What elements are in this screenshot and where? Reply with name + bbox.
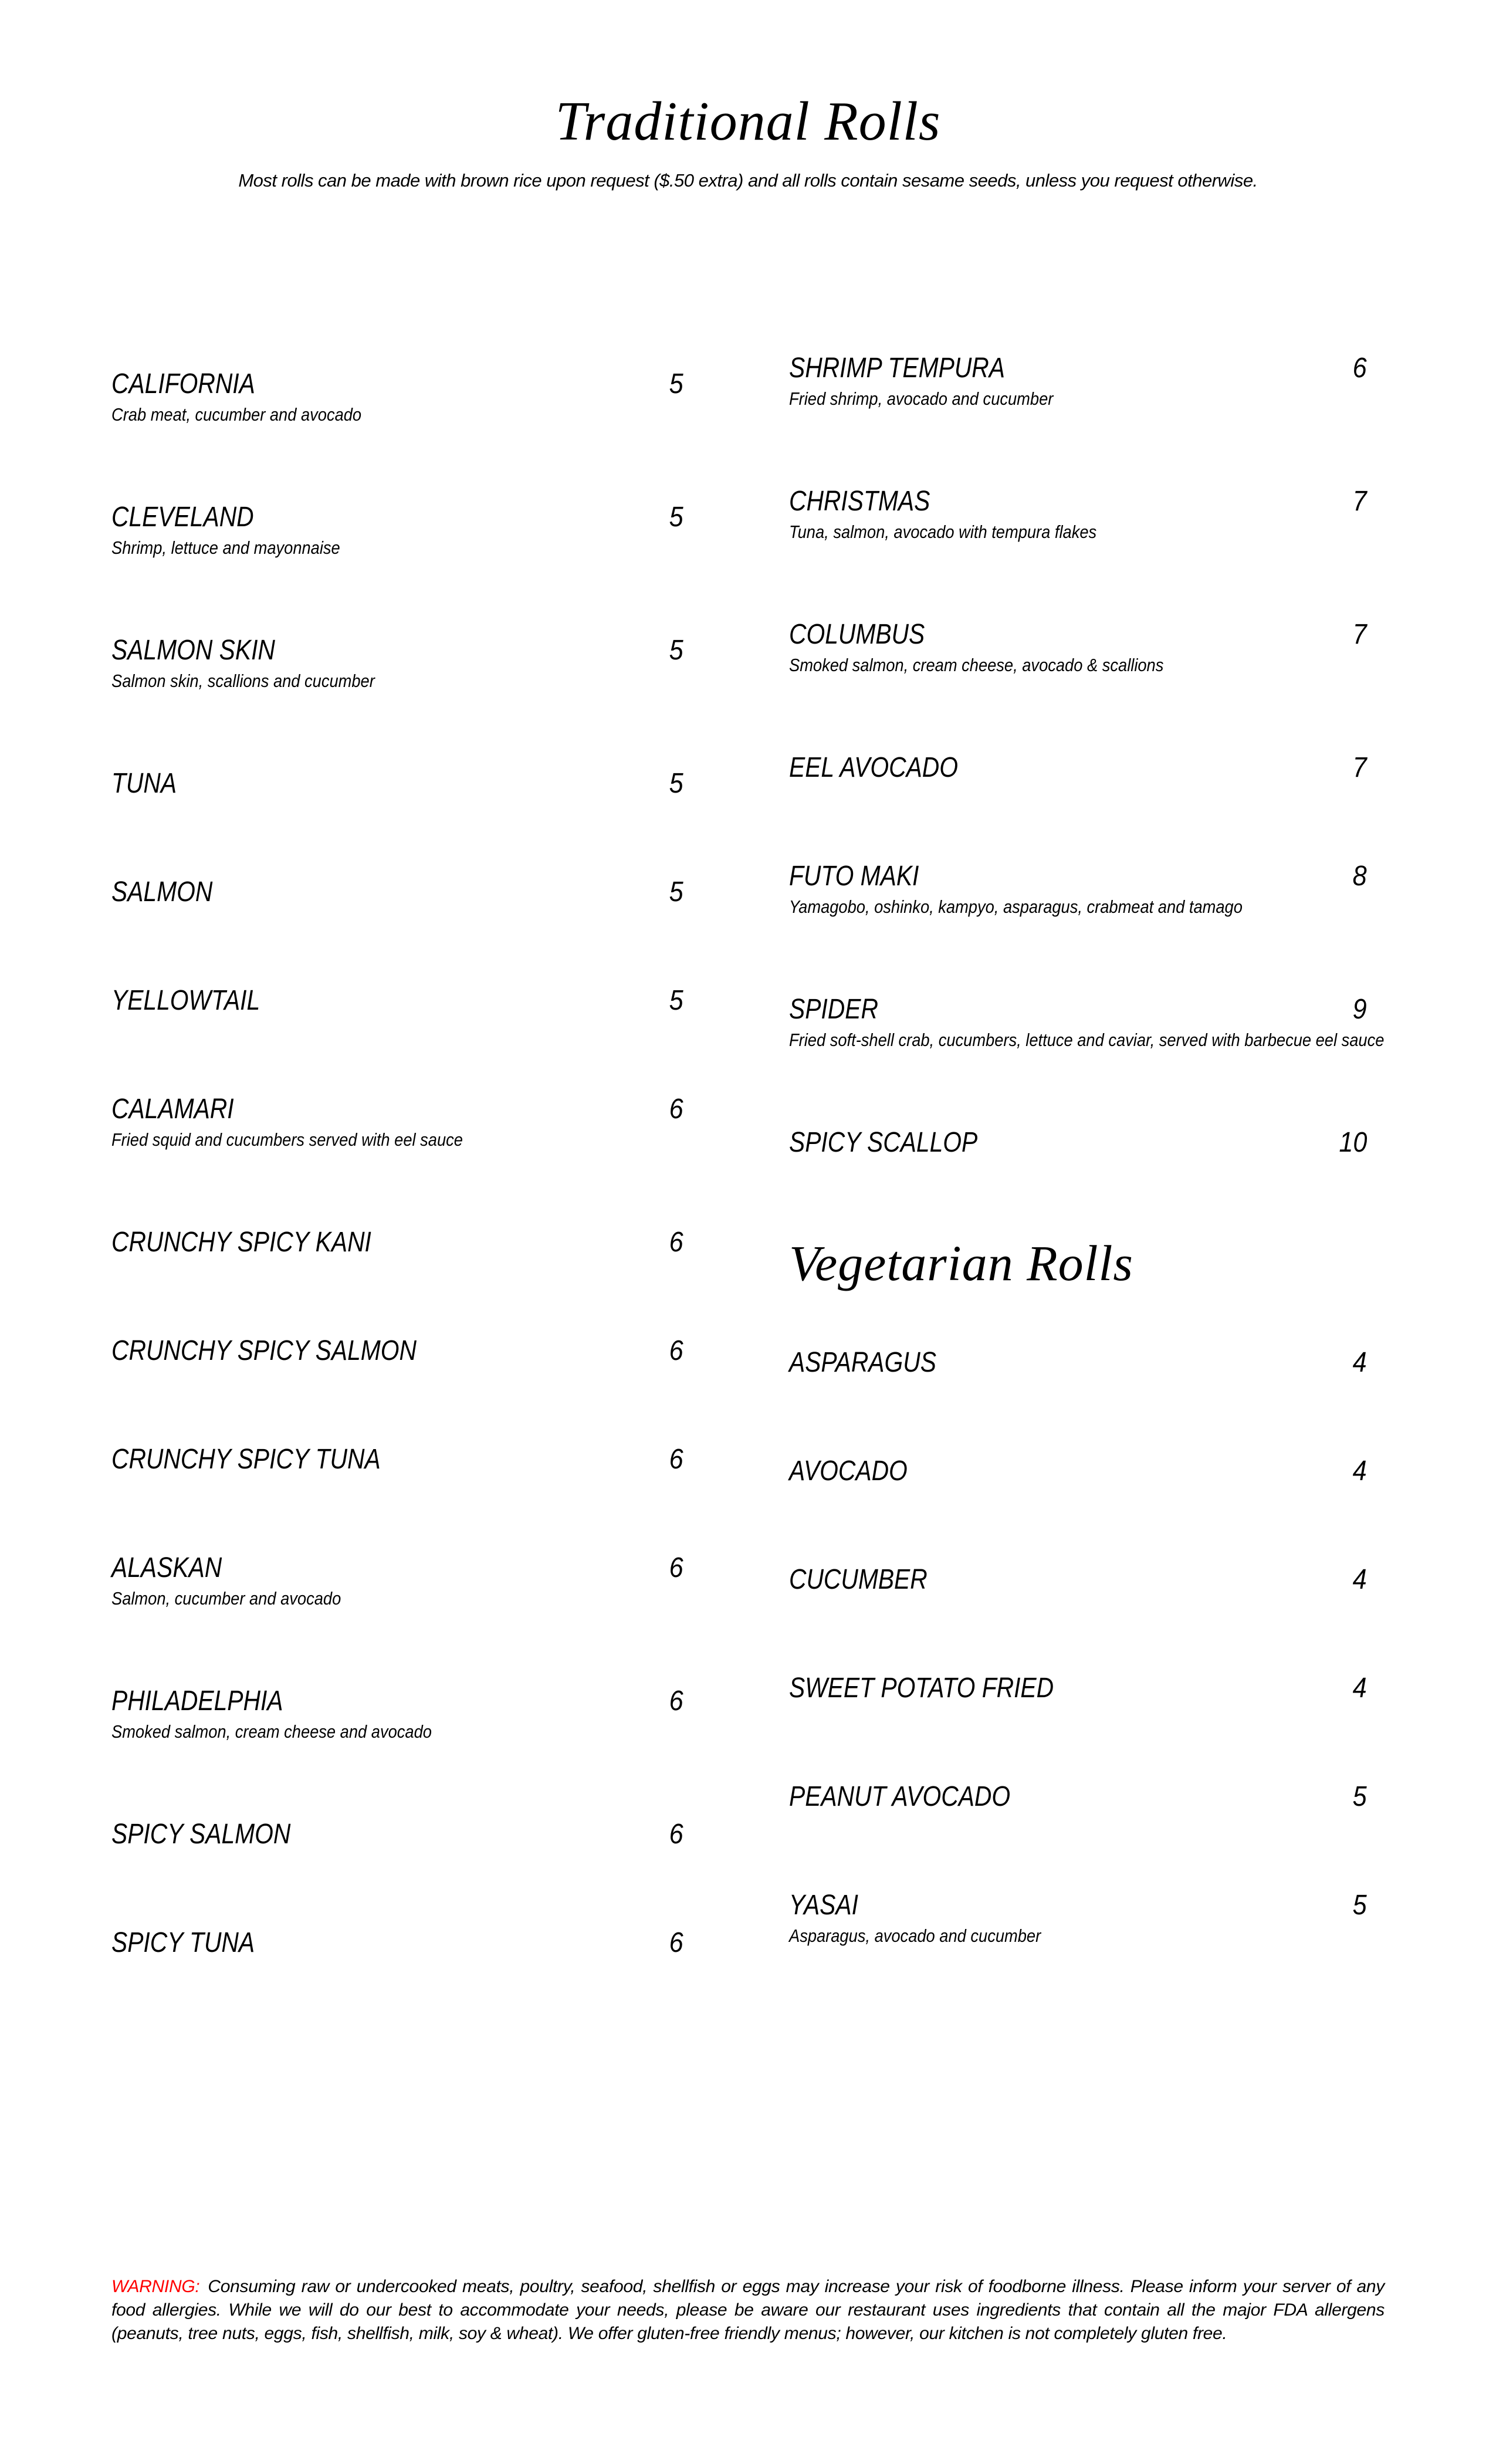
- menu-item: [789, 992, 1385, 1052]
- item-name: EEL AVOCADO: [789, 752, 958, 783]
- allergy-warning: [111, 2275, 1385, 2345]
- item-price: 8: [1352, 861, 1367, 892]
- warning-text: Consuming raw or undercooked meats, poultry, seafood, shellfish or eggs may increase your risk of foodborne illness. Please inform your server of any food allergies. While we will do our best to accommodate your needs, please be aware our restaurant uses ingredients that contain all the major FDA allergens (peanuts, tree nuts, eggs, fish, shellfish, milk, soy & wheat). We offer gluten-free friendly menus; however, our kitchen is not completely gluten free.: [111, 2277, 1385, 2343]
- menu-item: [789, 859, 1367, 919]
- item-price: 6: [669, 1552, 683, 1583]
- item-price: 6: [1352, 353, 1367, 384]
- item-price: 7: [1352, 752, 1367, 783]
- item-name: SWEET POTATO FRIED: [789, 1673, 1054, 1704]
- item-price: 9: [1352, 994, 1367, 1025]
- item-name: ALASKAN: [111, 1552, 222, 1583]
- item-name: CALIFORNIA: [111, 368, 255, 400]
- item-name: CALAMARI: [111, 1094, 234, 1125]
- menu-item: [789, 1671, 1367, 1706]
- item-name: SALMON SKIN: [111, 635, 275, 666]
- item-name: CRUNCHY SPICY TUNA: [111, 1444, 381, 1475]
- menu-item: [111, 875, 683, 910]
- item-description: Tuna, salmon, avocado with tempura flakes: [789, 522, 1097, 542]
- menu-item: [111, 1817, 683, 1852]
- item-description: Asparagus, avocado and cucumber: [789, 1925, 1041, 1946]
- traditional-rolls-right-column: [789, 351, 1385, 2021]
- menu-item: [111, 1092, 683, 1152]
- menu-item: [789, 351, 1367, 411]
- menu-item: [789, 750, 1367, 786]
- item-price: 4: [1352, 1456, 1367, 1487]
- item-price: 6: [669, 1685, 683, 1717]
- item-description: Shrimp, lettuce and mayonnaise: [111, 537, 340, 558]
- item-name: SPICY TUNA: [111, 1927, 255, 1958]
- menu-item: [789, 484, 1367, 544]
- item-description: Fried shrimp, avocado and cucumber: [789, 388, 1054, 409]
- item-name: PHILADELPHIA: [111, 1685, 283, 1717]
- item-description: Salmon skin, scallions and cucumber: [111, 671, 375, 691]
- item-name: FUTO MAKI: [789, 861, 919, 892]
- item-name: YASAI: [789, 1890, 858, 1921]
- item-price: 6: [669, 1335, 683, 1366]
- item-price: 5: [669, 768, 683, 799]
- menu-item: [789, 617, 1367, 677]
- item-price: 6: [669, 1819, 683, 1850]
- warning-label: WARNING:: [111, 2277, 200, 2296]
- item-price: 5: [1352, 1781, 1367, 1812]
- item-name: PEANUT AVOCADO: [789, 1781, 1011, 1812]
- item-price: 5: [669, 502, 683, 533]
- item-price: 10: [1338, 1127, 1367, 1158]
- menu-item: [111, 1551, 683, 1610]
- item-price: 5: [669, 635, 683, 666]
- menu-item: [789, 1345, 1367, 1380]
- item-price: 4: [1352, 1673, 1367, 1704]
- item-name: CLEVELAND: [111, 502, 254, 533]
- item-price: 6: [669, 1444, 683, 1475]
- menu-item: [789, 1779, 1367, 1815]
- menu-item: [111, 1925, 683, 1961]
- menu-item: [111, 766, 683, 801]
- item-price: 6: [669, 1227, 683, 1258]
- item-description: Smoked salmon, cream cheese, avocado & scallions: [789, 655, 1164, 675]
- menu-item: [111, 500, 683, 560]
- item-price: 7: [1352, 486, 1367, 517]
- item-price: 6: [669, 1094, 683, 1125]
- item-name: CRUNCHY SPICY SALMON: [111, 1335, 417, 1366]
- item-name: SALMON: [111, 876, 213, 908]
- item-description: Fried soft-shell crab, cucumbers, lettuce and caviar, served with barbecue eel sauce: [789, 1030, 1385, 1050]
- menu-item: [111, 1333, 683, 1369]
- menu-item: [111, 1442, 683, 1477]
- item-description: Fried squid and cucumbers served with eel sauce: [111, 1129, 463, 1150]
- menu-item: [111, 367, 683, 427]
- item-price: 5: [669, 876, 683, 908]
- item-name: AVOCADO: [789, 1456, 908, 1487]
- item-description: Smoked salmon, cream cheese and avocado: [111, 1721, 432, 1742]
- item-name: CHRISTMAS: [789, 486, 930, 517]
- page-title: Traditional Rolls: [555, 91, 941, 152]
- item-name: CUCUMBER: [789, 1564, 928, 1595]
- menu-item: [789, 1888, 1367, 1948]
- item-price: 6: [669, 1927, 683, 1958]
- item-name: SPIDER: [789, 994, 878, 1025]
- item-name: ASPARAGUS: [789, 1347, 936, 1378]
- item-price: 7: [1352, 619, 1367, 650]
- menu-item: [111, 983, 683, 1018]
- item-price: 5: [669, 985, 683, 1016]
- item-price: 4: [1352, 1564, 1367, 1595]
- traditional-rolls-left-column: [111, 367, 683, 2034]
- menu-item: [111, 1225, 683, 1260]
- item-name: SPICY SCALLOP: [789, 1127, 978, 1158]
- item-name: SPICY SALMON: [111, 1819, 291, 1850]
- item-description: Crab meat, cucumber and avocado: [111, 404, 362, 425]
- item-description: Yamagobo, oshinko, kampyo, asparagus, crabmeat and tamago: [789, 896, 1243, 917]
- page-subtitle: Most rolls can be made with brown rice upon request ($.50 extra) and all rolls contain sesame seeds, unless you request otherwise.: [238, 170, 1258, 191]
- menu-item: [789, 1454, 1367, 1489]
- item-name: COLUMBUS: [789, 619, 925, 650]
- menu-item: [111, 633, 683, 693]
- menu-item: [789, 1562, 1367, 1597]
- item-name: CRUNCHY SPICY KANI: [111, 1227, 371, 1258]
- section-title-vegetarian-rolls: Vegetarian Rolls: [789, 1235, 1133, 1291]
- item-name: TUNA: [111, 768, 177, 799]
- item-price: 4: [1352, 1347, 1367, 1378]
- item-price: 5: [1352, 1890, 1367, 1921]
- item-price: 5: [669, 368, 683, 400]
- item-name: YELLOWTAIL: [111, 985, 260, 1016]
- menu-item: [789, 1125, 1367, 1160]
- item-description: Salmon, cucumber and avocado: [111, 1588, 341, 1609]
- menu-item: [111, 1684, 683, 1744]
- item-name: SHRIMP TEMPURA: [789, 353, 1005, 384]
